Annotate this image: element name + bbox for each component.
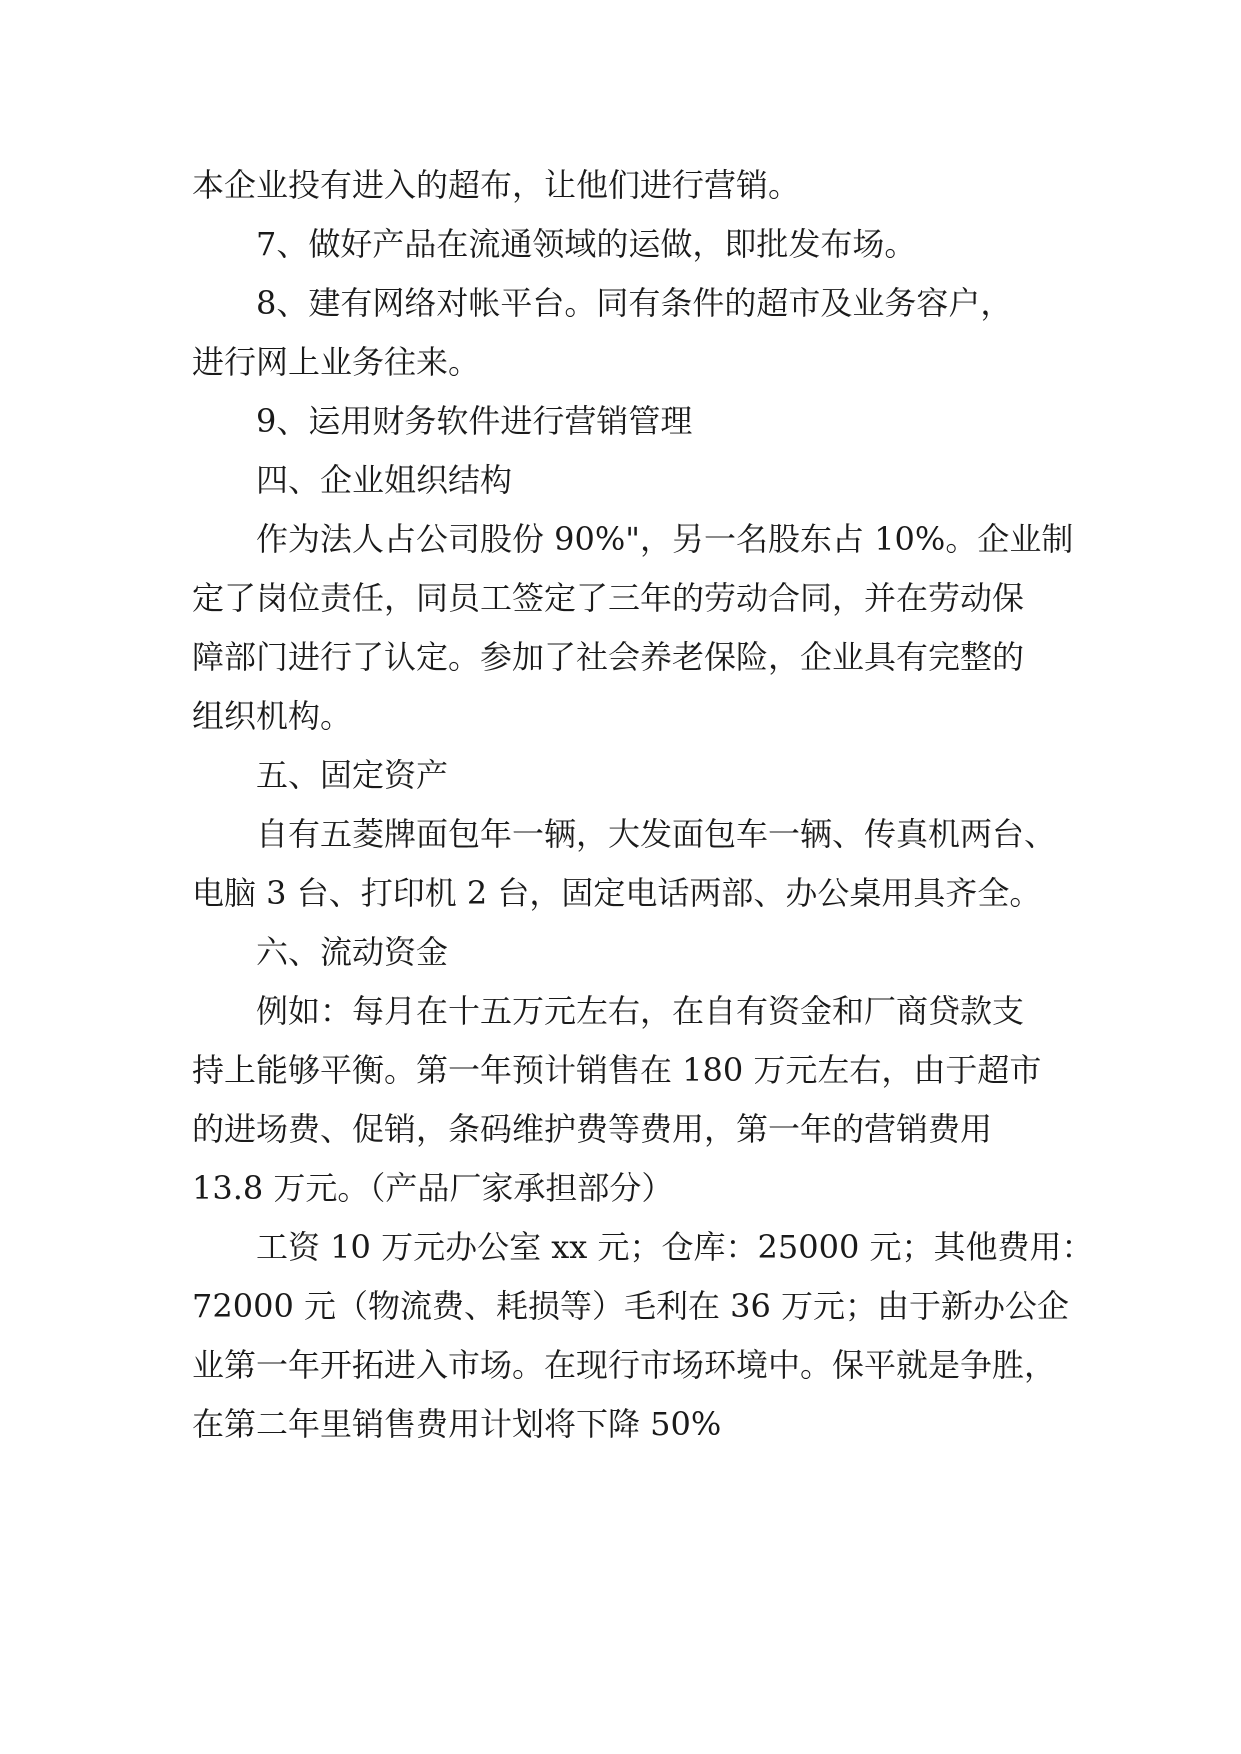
text-line: 例如：每月在十五万元左右，在自有资金和厂商贷款支 — [256, 992, 1025, 1030]
text-line: 定了岗位责任，同员工签定了三年的劳动合同，并在劳动保 — [192, 579, 1025, 617]
text-line: 持上能够平衡。第一年预计销售在 180 万元左右，由于超市 — [192, 1051, 1042, 1089]
text-line: 业第一年开拓进入市场。在现行市场环境中。保平就是争胜， — [192, 1346, 1057, 1384]
text-line: 障部门进行了认定。参加了社会养老保险，企业具有完整的 — [192, 638, 1025, 676]
text-line: 72000 元（物流费、耗损等）毛利在 36 万元；由于新办公企 — [192, 1287, 1070, 1325]
text-line: 电脑 3 台、打印机 2 台，固定电话两部、办公桌用具齐全。 — [192, 874, 1042, 912]
text-line: 13.8 万元。（产品厂家承担部分） — [192, 1169, 674, 1207]
list-item: 9、运用财务软件进行营销管理 — [256, 402, 693, 440]
list-item: 8、建有网络对帐平台。同有条件的超市及业务容户， — [256, 284, 1013, 322]
text-line: 在第二年里销售费用计划将下降 50% — [192, 1405, 722, 1443]
text-line: 工资 10 万元办公室 xx 元；仓库：25000 元；其他费用： — [256, 1228, 1094, 1266]
text-line: 自有五菱牌面包年一辆，大发面包车一辆、传真机两台、 — [256, 815, 1057, 853]
text-line: 本企业投有进入的超布，让他们进行营销。 — [192, 166, 801, 204]
text-line: 作为法人占公司股份 90%"，另一名股东占 10%。企业制 — [256, 520, 1074, 558]
section-heading: 五、固定资产 — [256, 756, 449, 794]
list-item: 7、做好产品在流通领域的运做，即批发布场。 — [256, 225, 917, 263]
section-heading: 四、企业姐织结构 — [256, 461, 513, 499]
text-line: 组织机构。 — [192, 697, 353, 735]
section-heading: 六、流动资金 — [256, 933, 449, 971]
text-line: 进行网上业务往来。 — [192, 343, 481, 381]
text-line: 的进场费、促销，条码维护费等费用，第一年的营销费用 — [192, 1110, 993, 1148]
